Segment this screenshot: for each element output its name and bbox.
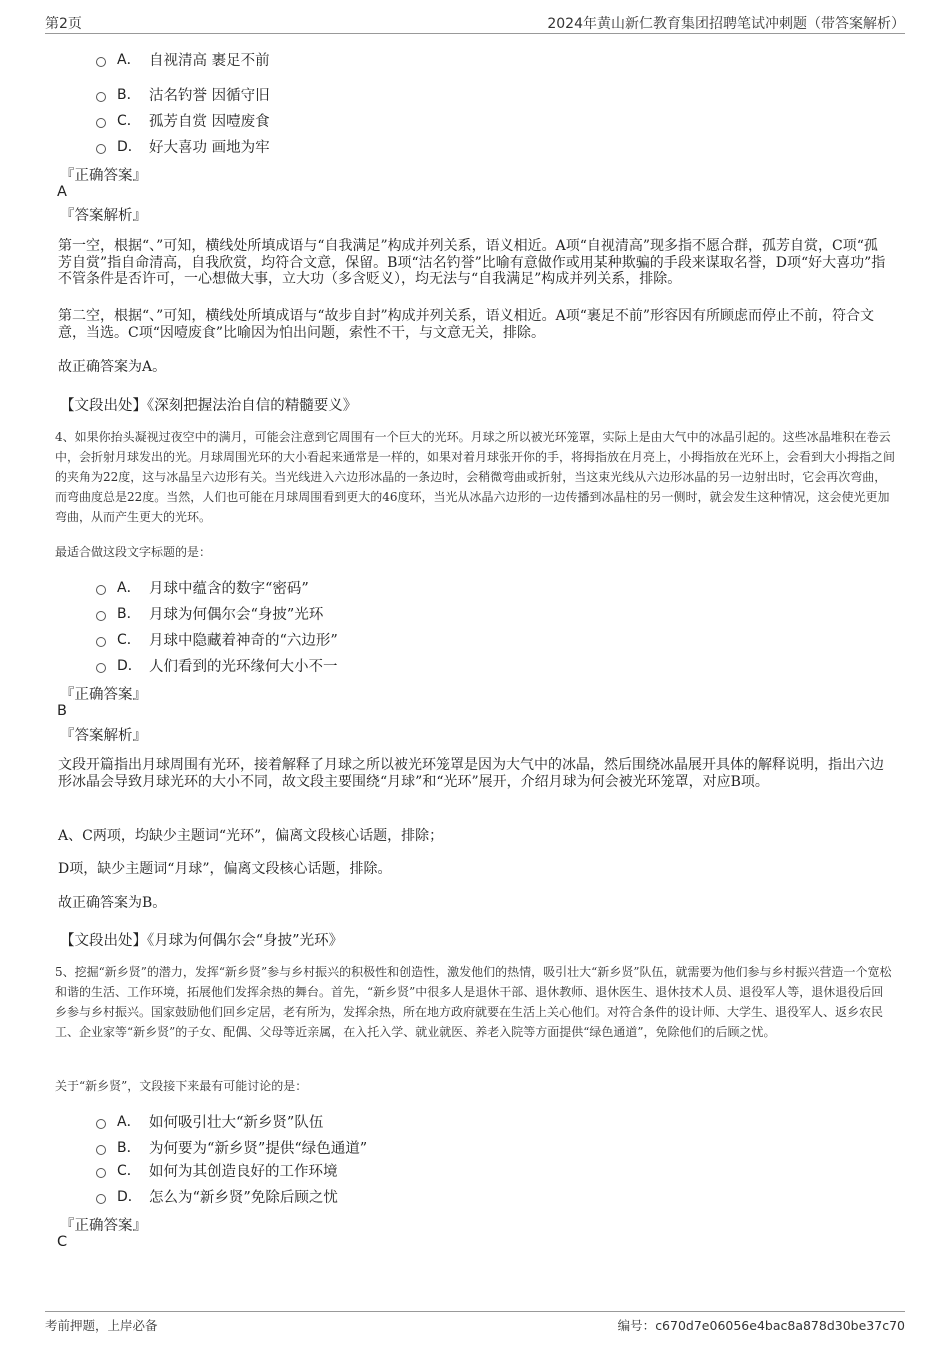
radio-icon[interactable] [96, 1119, 106, 1129]
q4-analysis-label: 『答案解析』 [60, 728, 147, 744]
q3-option-d[interactable]: D． 好大喜功 画地为牢 [96, 135, 270, 157]
q4-conclusion: 故正确答案为B。 [58, 895, 167, 911]
q3-source: 【文段出处】《深刻把握法治自信的精髓要义》 [60, 398, 358, 414]
q4-question: 最适合做这段文字标题的是： [55, 545, 212, 559]
q3-answer-label: 『正确答案』 [60, 168, 147, 184]
radio-icon[interactable] [96, 1168, 106, 1178]
radio-icon[interactable] [96, 1145, 106, 1155]
q4-analysis-paragraph: D项，缺少主题词“月球”，偏离文段核心话题，排除。 [58, 861, 392, 877]
footer-code [618, 1316, 905, 1334]
q4-passage: 4、如果你抬头凝视过夜空中的满月，可能会注意到它周围有一个巨大的光环。月球之所以被光环笼罩，实际上是由大气中的冰晶引起的。这些冰晶堆积在卷云中，会折射月球发出的光。月球周围光环的大小看起来通常是一样的，如果对着月球张开你的手，将拇指放在月亮上，小拇指放在光环上，会看到大小拇指之间的夹角为22度，这与冰晶呈六边形有关。当光线进入六边形冰晶的一条边时，会稍微弯曲或折射，当这束光线从六边形冰晶的另一边射出时，它会再次弯曲，而弯曲度总是22度。当然，人们也可能在月球周围看到更大的46度环，当光从冰晶六边形的一边传播到冰晶柱的另一侧时，就会发生这种情况，这会使光更加弯曲，从而产生更大的光环。 [55, 430, 896, 524]
header-divider [45, 33, 905, 34]
q4-analysis-paragraph: A、C两项，均缺少主题词“光环”，偏离文段核心话题，排除； [58, 828, 444, 844]
q5-option-a[interactable]: A． 如何吸引壮大“新乡贤”队伍 [96, 1110, 323, 1132]
q3-option-b[interactable]: B． 沽名钓誉 因循守旧 [96, 83, 270, 105]
q5-option-b[interactable]: B． 为何要为“新乡贤”提供“绿色通道” [96, 1136, 367, 1158]
footer-slogan: 考前押题，上岸必备 [45, 1318, 158, 1333]
q3-answer: A [57, 184, 67, 200]
q3-option-c[interactable]: C． 孤芳自赏 因噎废食 [96, 109, 270, 131]
q4-option-b[interactable]: B． 月球为何偶尔会“身披”光环 [96, 602, 323, 624]
radio-icon[interactable] [96, 144, 106, 154]
q5-answer-label: 『正确答案』 [60, 1218, 147, 1234]
q4-option-d[interactable]: D． 人们看到的光环缘何大小不一 [96, 654, 338, 676]
radio-icon[interactable] [96, 92, 106, 102]
q3-option-a[interactable]: A． 自视清高 裹足不前 [96, 48, 270, 70]
footer-divider [45, 1311, 905, 1312]
q4-answer: B [57, 703, 67, 719]
radio-icon[interactable] [96, 585, 106, 595]
q4-option-a[interactable]: A． 月球中蕴含的数字“密码” [96, 576, 309, 598]
radio-icon[interactable] [96, 663, 106, 673]
footer-code-label: 编号： [617, 1318, 656, 1333]
q4-option-c[interactable]: C． 月球中隐藏着神奇的“六边形” [96, 628, 338, 650]
q3-conclusion: 故正确答案为A。 [58, 359, 167, 375]
radio-icon[interactable] [96, 118, 106, 128]
document-title: 2024年黄山新仁教育集团招聘笔试冲刺题（带答案解析） [547, 16, 905, 32]
q5-option-d[interactable]: D． 怎么为“新乡贤”免除后顾之忧 [96, 1185, 338, 1207]
page-number: 第2页 [45, 16, 82, 32]
q5-passage: 5、挖掘“新乡贤”的潜力，发挥“新乡贤”参与乡村振兴的积极性和创造性，激发他们的热情，吸引壮大“新乡贤”队伍，就需要为他们参与乡村振兴营造一个宽松和谐的生活、工作环境，拓展他们发挥余热的舞台。首先，“新乡贤”中很多人是退休干部、退休教师、退休医生、退休技术人员、退役军人等，退休退役后回乡参与乡村振兴。国家鼓励他们回乡定居，老有所为，发挥余热，所在地方政府就要在生活上关心他们。对符合条件的设计师、大学生、退役军人、返乡农民工、企业家等“新乡贤”的子女、配偶、父母等近亲属，在入托入学、就业就医、养老入院等方面提供“绿色通道”，免除他们的后顾之忧。 [55, 965, 892, 1039]
radio-icon[interactable] [96, 1194, 106, 1204]
footer-code-value: c670d7e06056e4bac8a878d30be37c70 [655, 1318, 905, 1333]
q3-analysis-paragraph: 第二空，根据“、”可知，横线处所填成语与“故步自封”构成并列关系，语义相近。A项“裹足不前”形容因有所顾虑而停止不前，符合文意，当选。C项“因噎废食”比喻因为怕出问题，索性不干，与文意无关，排除。 [58, 308, 875, 341]
q4-analysis-paragraph: 文段开篇指出月球周围有光环，接着解释了月球之所以被光环笼罩是因为大气中的冰晶，然后围绕冰晶展开具体的解释说明，指出六边形冰晶会导致月球光环的大小不同，故文段主要围绕“月球”和“光环”展开，介绍月球为何会被光环笼罩，对应B项。 [58, 757, 884, 790]
q4-source: 【文段出处】《月球为何偶尔会“身披”光环》 [60, 933, 344, 949]
q4-answer-label: 『正确答案』 [60, 687, 147, 703]
q5-answer: C [57, 1234, 68, 1250]
radio-icon[interactable] [96, 57, 106, 67]
q3-analysis-label: 『答案解析』 [60, 208, 147, 224]
q5-option-c[interactable]: C． 如何为其创造良好的工作环境 [96, 1159, 338, 1181]
radio-icon[interactable] [96, 611, 106, 621]
q5-question: 关于“新乡贤”，文段接下来最有可能讨论的是： [55, 1079, 308, 1093]
radio-icon[interactable] [96, 637, 106, 647]
q3-analysis-paragraph: 第一空，根据“、”可知，横线处所填成语与“自我满足”构成并列关系，语义相近。A项“自视清高”现多指不愿合群，孤芳自赏，C项“孤芳自赏”指自命清高，自我欣赏，均符合文意，保留。B项“沽名钓誉”比喻有意做作或用某种欺骗的手段来谋取名誉，D项“好大喜功”指不管条件是否许可，一心想做大事，立大功（多含贬义），均无法与“自我满足”构成并列关系，排除。 [58, 238, 886, 287]
